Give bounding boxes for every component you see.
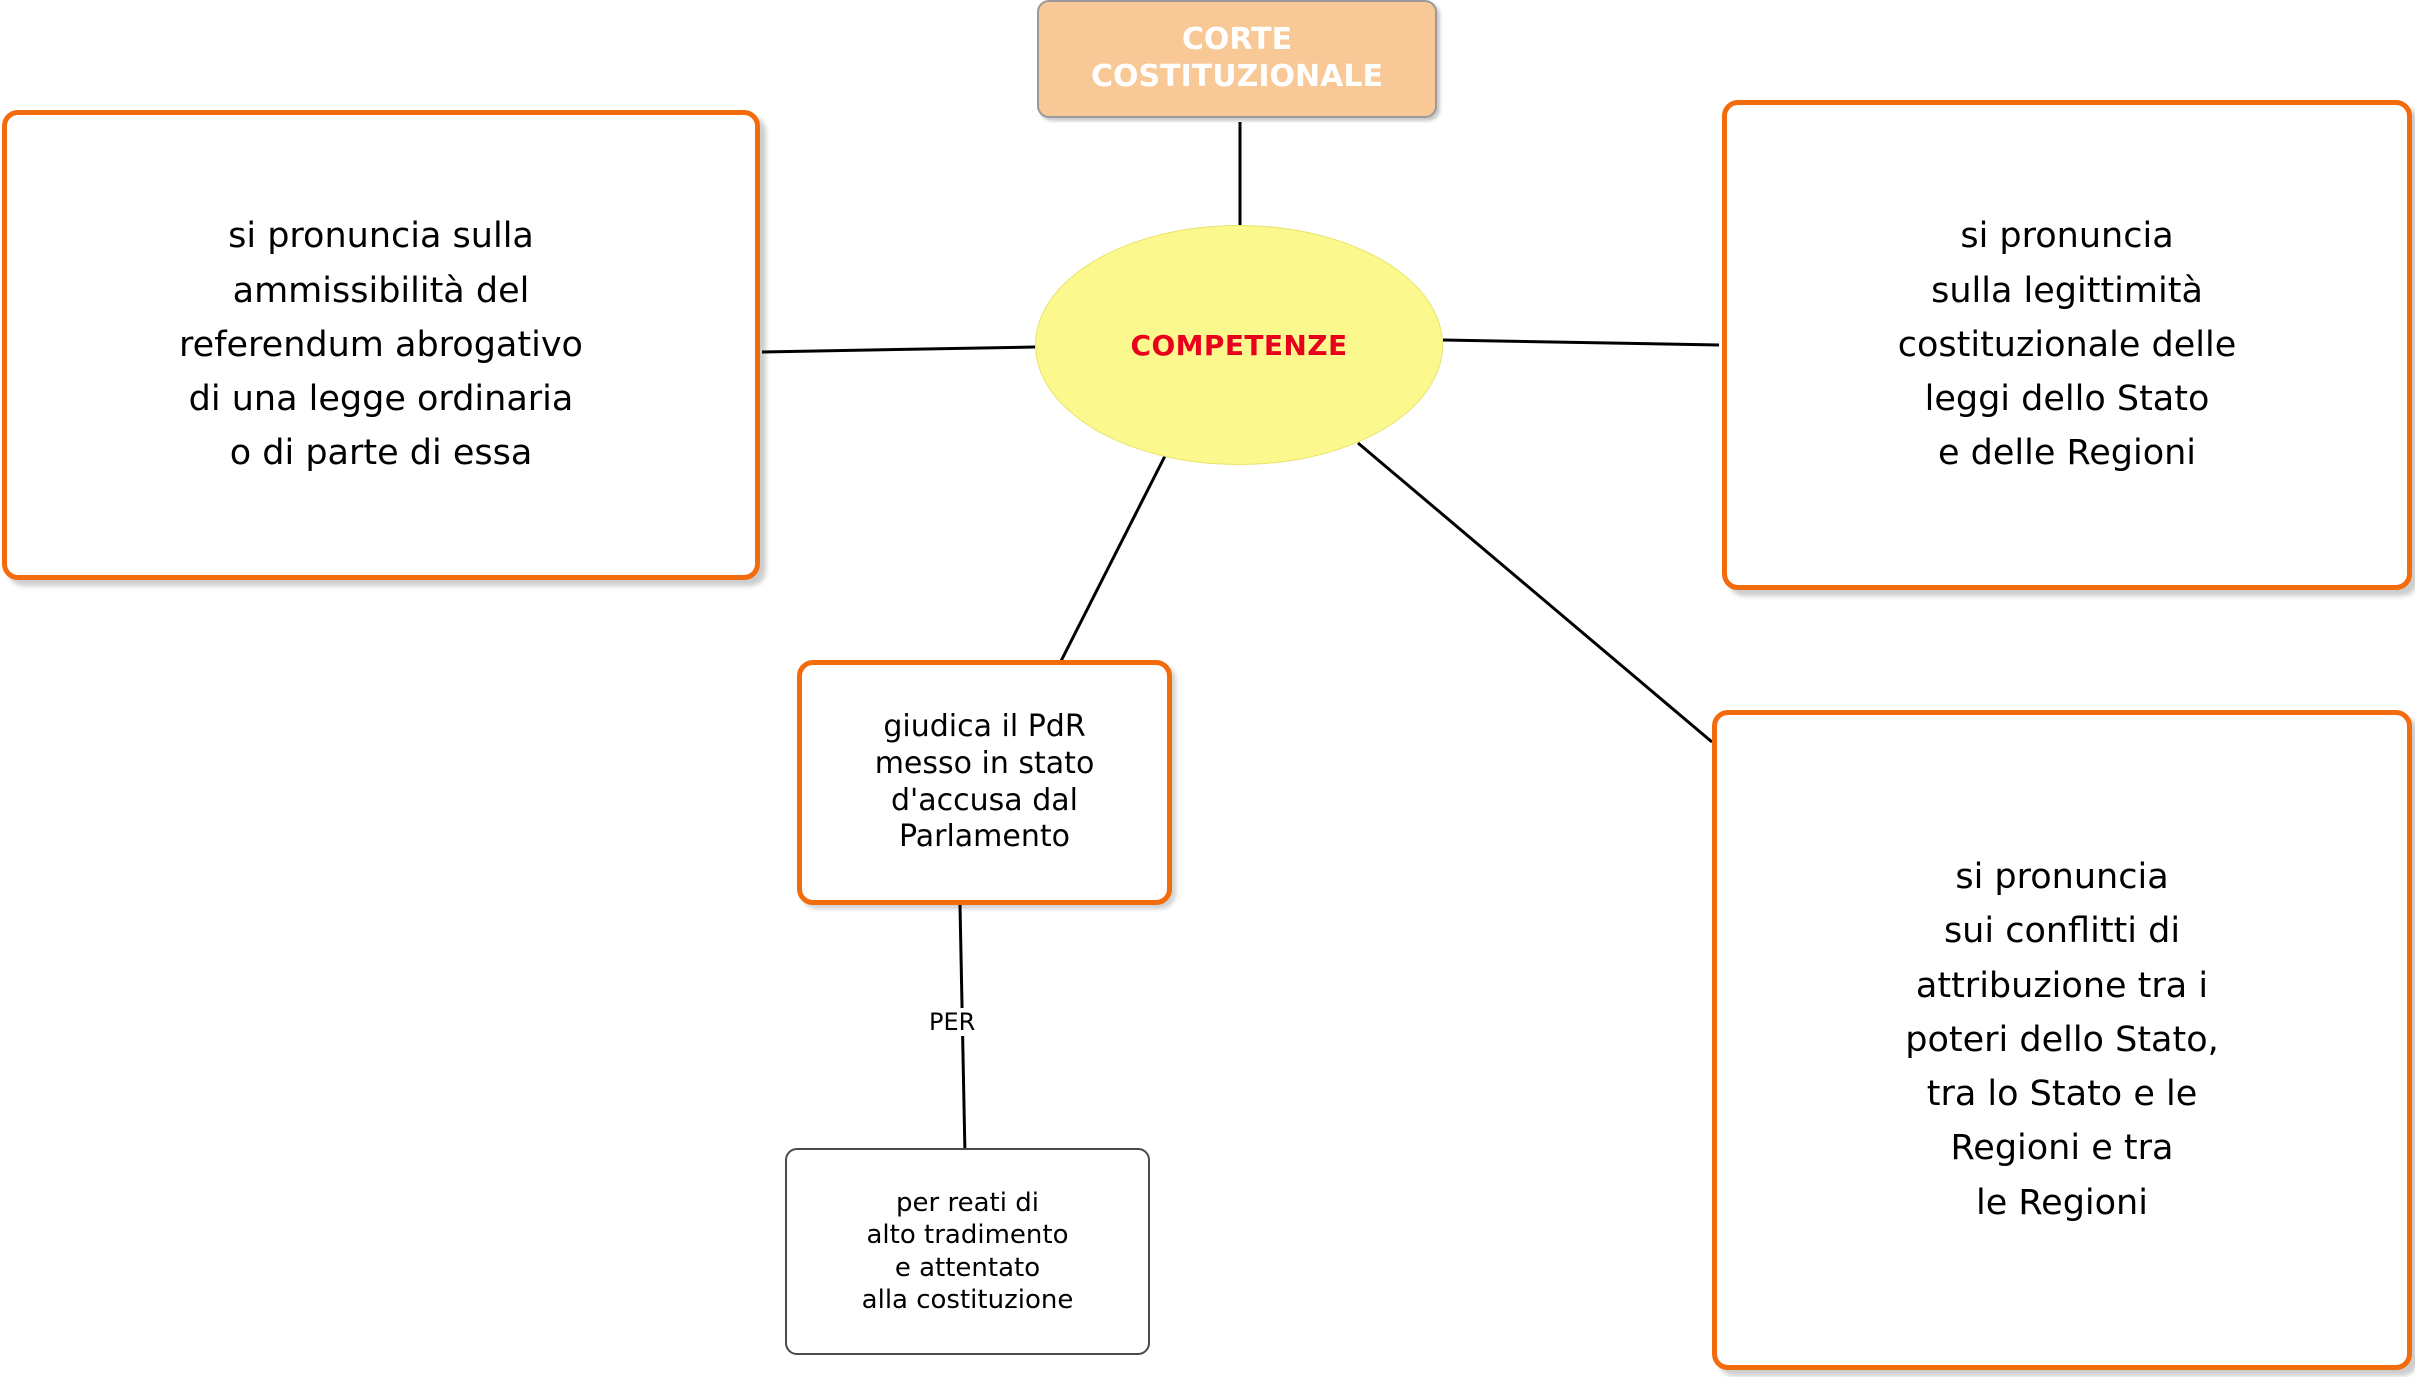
node-legittimita[interactable] [1722,100,2412,590]
node-legittimita-line-3: costituzionale delle [1897,324,2237,365]
node-conflitti-line-6: Regioni e tra [1950,1128,2174,1169]
edge-center-to-referendum [762,347,1035,352]
node-reati[interactable] [785,1148,1150,1355]
node-legittimita-line-1: si pronuncia [1960,216,2174,257]
node-corte-costituzionale[interactable] [1037,0,1437,118]
node-conflitti[interactable] [1712,710,2412,1370]
edge-center-to-pdr [1058,450,1168,667]
node-competenze[interactable] [1035,225,1443,465]
node-giudica-pdr-line-2: messo in stato [874,745,1095,781]
node-referendum-line-3: referendum abrogativo [179,324,583,365]
node-giudica-pdr-line-3: d'accusa dal [891,782,1078,818]
node-reati-line-2: alto tradimento [866,1220,1069,1250]
node-conflitti-line-1: si pronuncia [1955,857,2169,898]
node-giudica-pdr-line-1: giudica il PdR [883,709,1086,745]
node-conflitti-line-4: poteri dello Stato, [1905,1019,2219,1060]
node-conflitti-line-7: le Regioni [1976,1182,2148,1223]
node-corte-costituzionale-line1: CORTE [1181,22,1293,58]
node-reati-line-4: alla costituzione [861,1285,1074,1315]
node-corte-costituzionale-line2: COSTITUZIONALE [1091,59,1383,94]
node-reati-line-1: per reati di [896,1187,1039,1218]
edge-center-to-conflitti [1358,443,1712,742]
node-legittimita-line-5: e delle Regioni [1937,433,2197,474]
node-referendum-line-4: di una legge ordinaria [188,379,574,420]
node-referendum-line-1: si pronuncia sulla [228,216,534,257]
node-reati-line-3: e attentato [894,1252,1041,1283]
node-legittimita-line-2: sulla legittimità [1931,270,2203,311]
node-legittimita-line-4: leggi dello Stato [1924,379,2210,420]
node-conflitti-line-2: sui conflitti di [1943,911,2181,952]
edge-center-to-legittimita [1443,340,1719,345]
node-conflitti-line-5: tra lo Stato e le [1926,1074,2198,1115]
node-giudica-pdr[interactable] [797,660,1172,905]
edge-label-per: PER [925,1008,979,1036]
node-referendum[interactable] [2,110,760,580]
node-conflitti-line-3: attribuzione tra i [1915,965,2209,1006]
node-referendum-line-2: ammissibilità del [232,270,530,311]
node-competenze-label: COMPETENZE [1130,328,1348,362]
node-giudica-pdr-line-4: Parlamento [899,819,1070,855]
node-referendum-line-5: o di parte di essa [229,433,533,474]
